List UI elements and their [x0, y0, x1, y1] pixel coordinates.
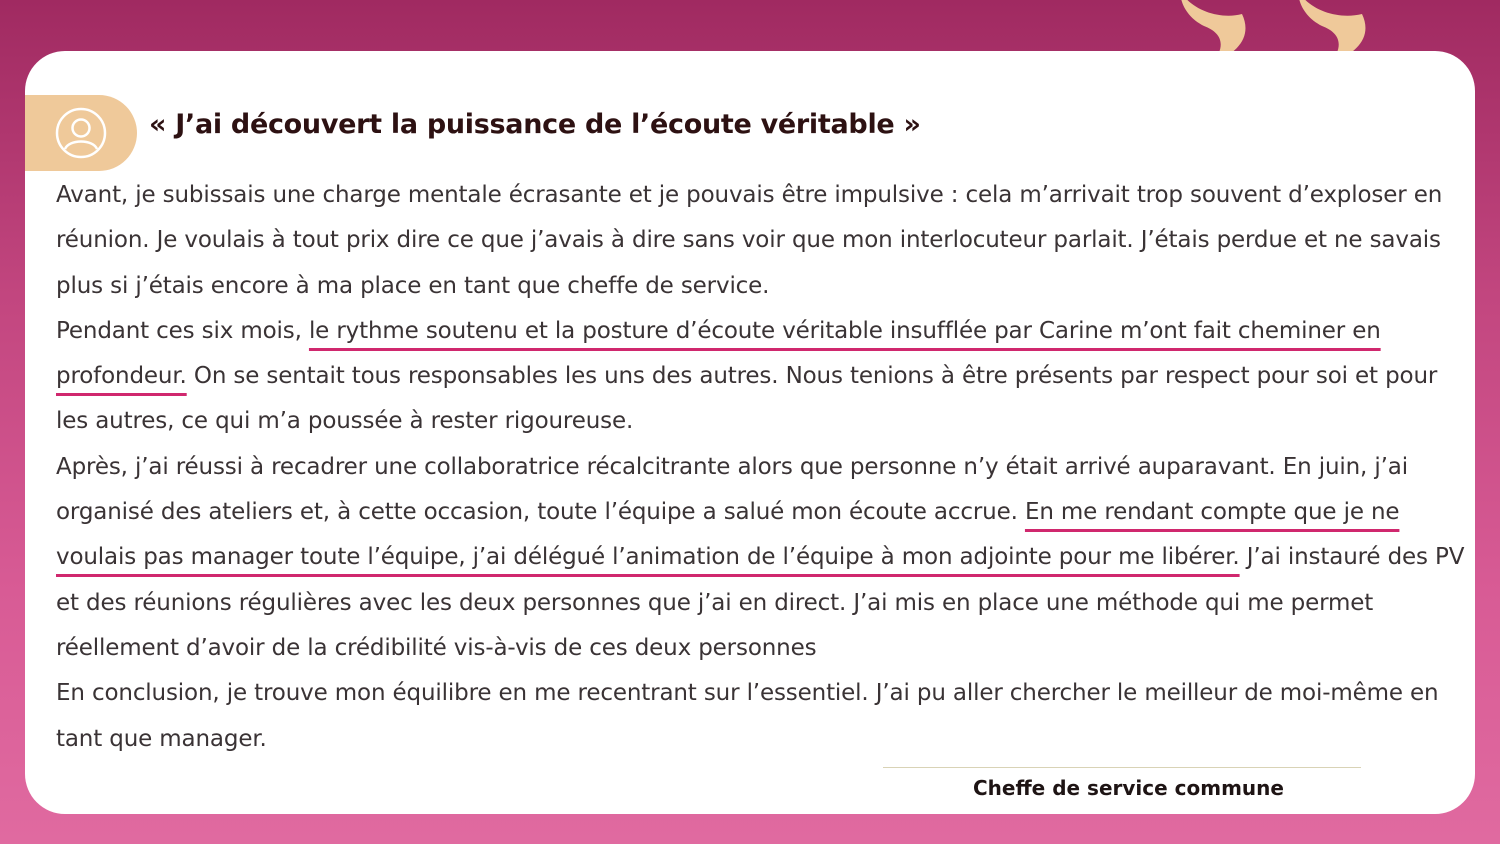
- paragraph-during: [56, 309, 1466, 445]
- highlighted-quote: le rythme soutenu et la posture d’écoute véritable insufflée par Carine m’ont fait cheminer en profondeur.: [56, 317, 1381, 390]
- paragraph-after: [56, 445, 1466, 671]
- text-segment: Pendant ces six mois,: [56, 317, 309, 344]
- text-segment: Après, j’ai réussi à recadrer une collaboratrice récalcitrante alors que personne n’y était arrivé auparavant. En juin, j’ai organisé des ateliers et, à cette occasion, toute l’équipe a salué mon écoute accrue.: [56, 453, 1408, 526]
- avatar-tab: [25, 95, 137, 171]
- paragraph-before: Avant, je subissais une charge mentale écrasante et je pouvais être impulsive : cela m’arrivait trop souvent d’exploser en réunion. Je voulais à tout prix dire ce que j’avais à dire sans voir que mon interlocuteur parlait. J’étais perdue et ne savais plus si j’étais encore à ma place en tant que cheffe de service.: [56, 182, 1443, 299]
- text-segment: J’ai instauré des PV et des réunions régulières avec les deux personnes que j’ai en direct. J’ai mis en place une méthode qui me permet réellement d’avoir de la crédibilité vis-à-vis de ces deux personnes: [56, 544, 1465, 661]
- text-segment: On se sentait tous responsables les uns des autres. Nous tenions à être présents par respect pour soi et pour les autres, ce qui m’a poussée à rester rigoureuse.: [56, 363, 1438, 435]
- paragraph-conclusion: En conclusion, je trouve mon équilibre en me recentrant sur l’essentiel. J’ai pu aller chercher le meilleur de moi-même en tant que manager.: [56, 680, 1439, 752]
- testimonial-body: [56, 173, 1466, 762]
- signature: Cheffe de service commune: [973, 776, 1284, 800]
- signature-divider: [883, 767, 1361, 768]
- user-avatar-icon: [53, 105, 109, 161]
- testimonial-card: [25, 51, 1475, 814]
- testimonial-title: « J’ai découvert la puissance de l’écoute véritable »: [149, 109, 921, 140]
- highlighted-quote: En me rendant compte que je ne voulais pas manager toute l’équipe, j’ai délégué l’animation de l’équipe à mon adjointe pour me libérer.: [56, 499, 1400, 571]
